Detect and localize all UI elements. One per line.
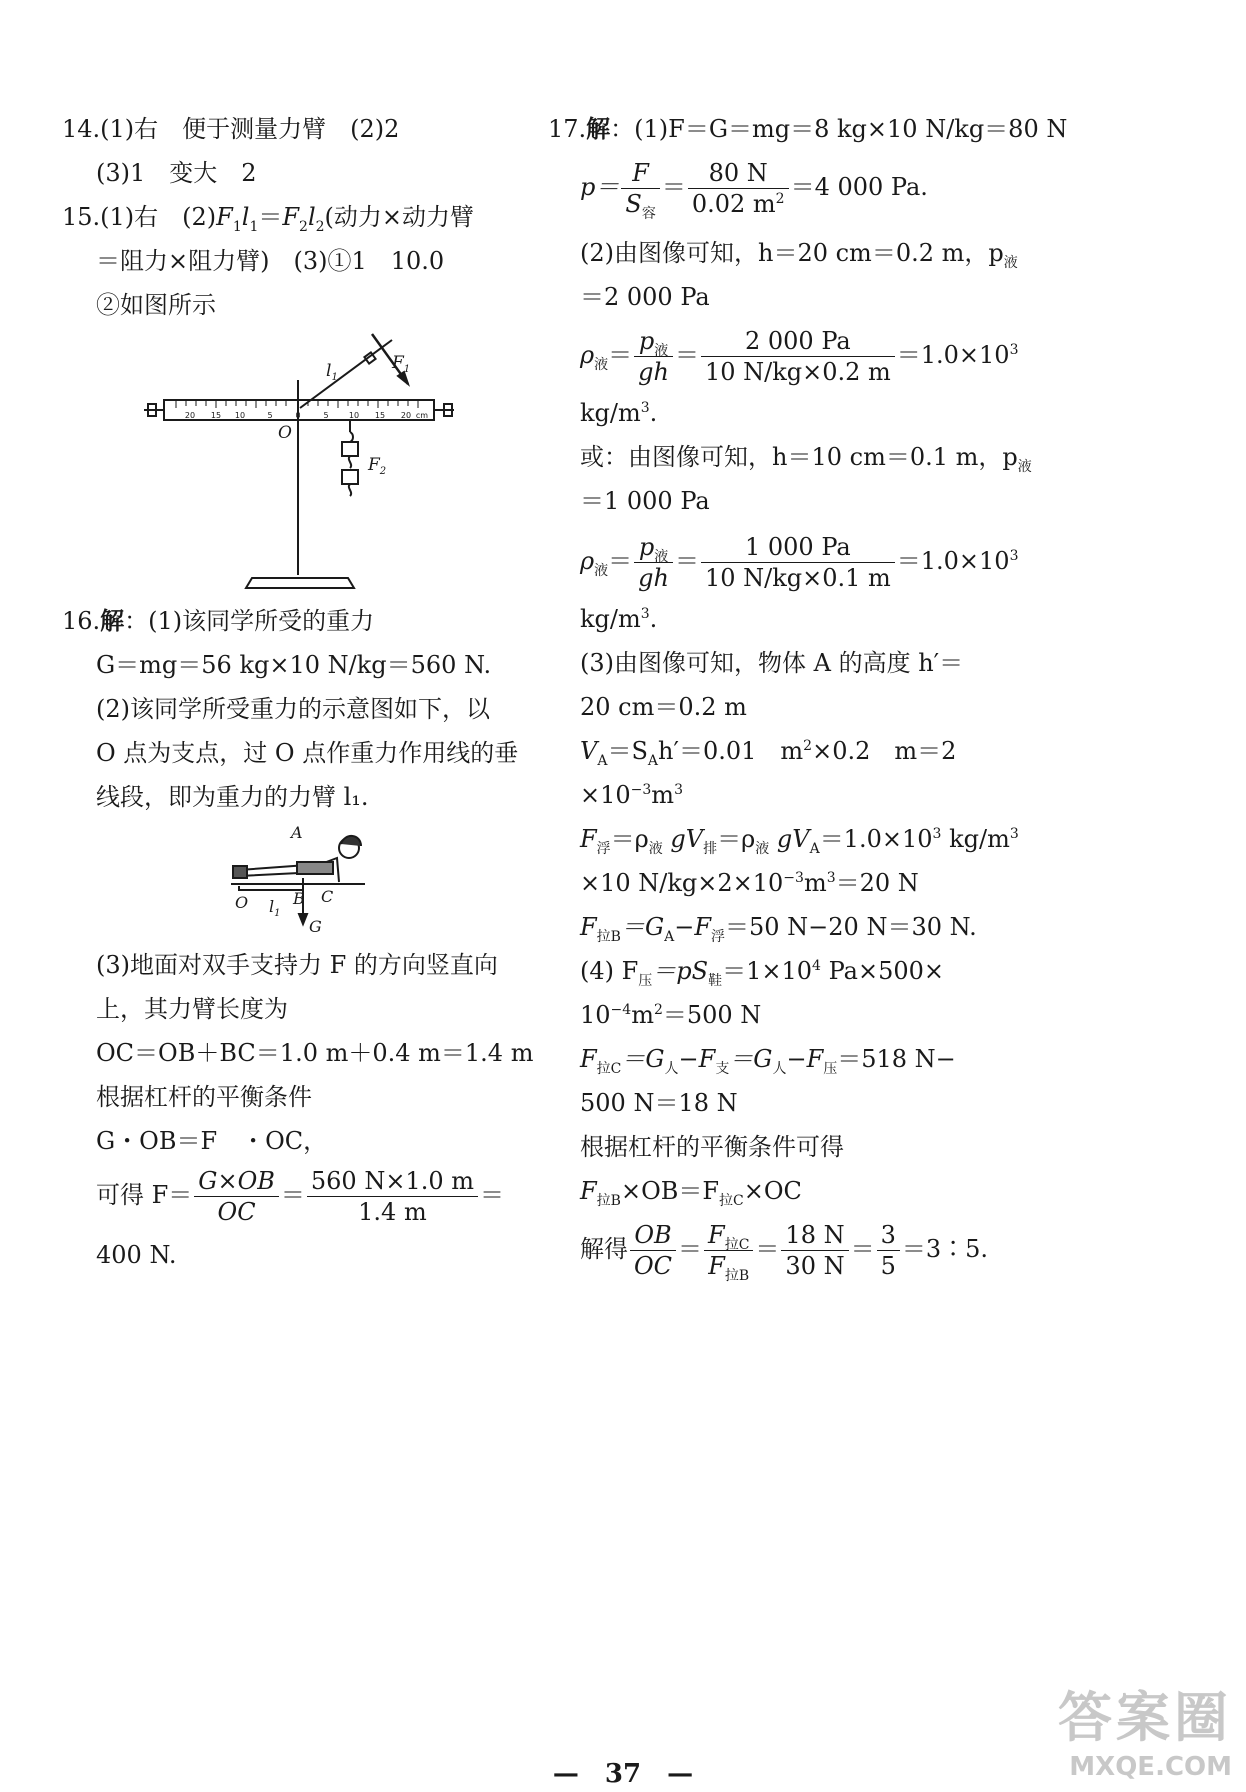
q17-line1: 17.解：(1)F＝G＝mg＝8 kg×10 N/kg＝80 N	[548, 114, 1068, 143]
g-label: G	[309, 917, 322, 934]
l1-label: $l_1$	[269, 897, 281, 919]
q16-line6: (3)地面对双手支持力 F 的方向竖直向	[96, 951, 498, 979]
q17-line3: (2)由图像可知，h＝20 cm＝0.2 m，$p_液$	[580, 239, 1018, 271]
lever-figure	[140, 330, 470, 595]
q17-line7: 或：由图像可知，h＝10 cm＝0.1 m，$p_液$	[580, 443, 1032, 475]
watermark	[1058, 1675, 1232, 1782]
q15-line1: 15.(1)右 $(2)F_1l_1=F_2l_2$(动力×动力臂	[62, 203, 475, 235]
q16-line5: 线段，即为重力的力臂 l₁.	[96, 783, 369, 811]
tick-label: 0	[295, 411, 301, 420]
q16-line3: (2)该同学所受重力的示意图如下，以	[96, 695, 490, 723]
stand-base	[246, 578, 354, 588]
q17-line6: $kg/m^3$.	[580, 399, 658, 427]
q17-line20: $F_{拉C}=G_人-F_支=G_人-F_压=518$ N−	[580, 1045, 956, 1077]
q17-line14: $\times 10^{-3}m^3$	[580, 781, 683, 809]
pushup-figure	[225, 822, 385, 934]
tick-label: 10	[234, 411, 246, 420]
fraction: $\frac{560 N\times 1.0 m}{1.4 m}$	[307, 1166, 478, 1227]
q16-line7: 上，其力臂长度为	[96, 995, 288, 1023]
tick-label: 5	[267, 411, 273, 420]
q17-line24: 解得 $\frac{OB}{OC}$ ＝ $\frac{F_{拉C}}{F_{拉B}}$ ＝ $\frac{18 N}{30 N}$ ＝ $\frac{3}{5}$ ＝3∶5.	[580, 1221, 989, 1284]
q16-line10: G・OB＝F ・OC，	[96, 1127, 328, 1155]
q17-line18: (4) $F_压=pS_鞋=1\times 10^4$ Pa×500×	[580, 957, 944, 989]
q17-line13: $V_A=S_Ah'=0.01$ $m^2\times 0.2$ m＝2	[580, 737, 957, 769]
q17-line15: $F_浮=\rho_液$ $gV_排=\rho_液$ $gV_A=1.0\times 10^3$ $kg/m^3$	[580, 825, 1019, 857]
tick-label: 10	[348, 411, 360, 420]
fraction: $\frac{G\times OB}{OC}$	[194, 1166, 279, 1227]
f2-label: $F_2$	[368, 455, 387, 477]
o-label: O	[235, 893, 249, 912]
q16-line8: OC＝OB＋BC＝1.0 m＋0.4 m＝1.4 m	[96, 1039, 534, 1067]
q16-line1: 16.解：(1)该同学所受的重力	[62, 606, 375, 635]
q17-line8: ＝1 000 Pa	[580, 487, 710, 515]
tick-unit: cm	[415, 411, 429, 420]
q17-line21: 500 N＝18 N	[580, 1089, 738, 1117]
tick-label: 20	[400, 411, 412, 420]
page-number: — 37 —	[552, 1759, 694, 1789]
tick-label: 5	[323, 411, 329, 420]
q17-line11: (3)由图像可知，物体 A 的高度 h′＝	[580, 649, 964, 677]
q17-line16: ×10 $N/kg\times 2\times 10^{-3}m^3=20$ N	[580, 869, 919, 897]
q16-line11: 可得 F＝ $\frac{G\times OB}{OC}$ ＝ $\frac{560 N\times 1.0 m}{1.4 m}$ ＝	[96, 1167, 504, 1226]
q16-line9: 根据杠杆的平衡条件	[96, 1083, 312, 1111]
q17-rho2: $\rho_液=$ $\frac{p_液}{gh}$ ＝ $\frac{1 000 Pa}{10 N/kg\times 0.1 m}$ $=1.0\times 10^3$	[580, 533, 1019, 592]
q16-line4: O 点为支点，过 O 点作重力作用线的垂	[96, 739, 519, 767]
c-label: C	[321, 887, 334, 906]
tick-label: 20	[184, 411, 196, 420]
tick-label: 15	[210, 411, 222, 420]
q17-line10: $kg/m^3$.	[580, 605, 658, 633]
f1-label: $F_1$	[392, 353, 411, 375]
q14-line1: 14.(1)右 便于测量力臂 (2)2	[62, 115, 400, 143]
q15-line3: ②如图所示	[96, 291, 216, 319]
q15-line2: ＝阻力×阻力臂) (3)①1 10.0	[96, 247, 445, 275]
b-label: B	[293, 889, 305, 908]
watermark-url: MXQE.COM	[1069, 1752, 1232, 1782]
q17-line23: $F_{拉B}\times OB=F_{拉C}\times OC$	[580, 1177, 802, 1209]
l1-label: $l_1$	[326, 361, 338, 383]
q17-rho1: $\rho_液=$ $\frac{p_液}{gh}$ ＝ $\frac{2 000 Pa}{10 N/kg\times 0.2 m}$ $=1.0\times 10^3$	[580, 327, 1019, 386]
q17-line4: ＝2 000 Pa	[580, 283, 710, 311]
q16-line2: G＝mg＝56 kg×10 N/kg＝560 N.	[96, 651, 492, 679]
q17-line19: $10^{-4}m^2=500$ N	[580, 1001, 762, 1029]
q17-line22: 根据杠杆的平衡条件可得	[580, 1133, 844, 1161]
watermark-title: 答案圈	[1058, 1686, 1232, 1749]
q17-line12: 20 cm＝0.2 m	[580, 693, 747, 721]
q16-line12: 400 N.	[96, 1241, 177, 1269]
q17-pressure: p＝ $\frac{F}{S_容}$ ＝ $\frac{80 N}{0.02 m^2}$ ＝4 000 Pa.	[580, 159, 928, 222]
q14-line2: (3)1 变大 2	[96, 159, 257, 187]
tick-label: 15	[374, 411, 386, 420]
a-label: A	[291, 823, 303, 842]
f1-force-line	[300, 340, 392, 408]
o-label: O	[278, 423, 292, 443]
q17-line17: $F_{拉B}=G_A-F_浮=50$ N−20 N＝30 N.	[580, 913, 977, 945]
